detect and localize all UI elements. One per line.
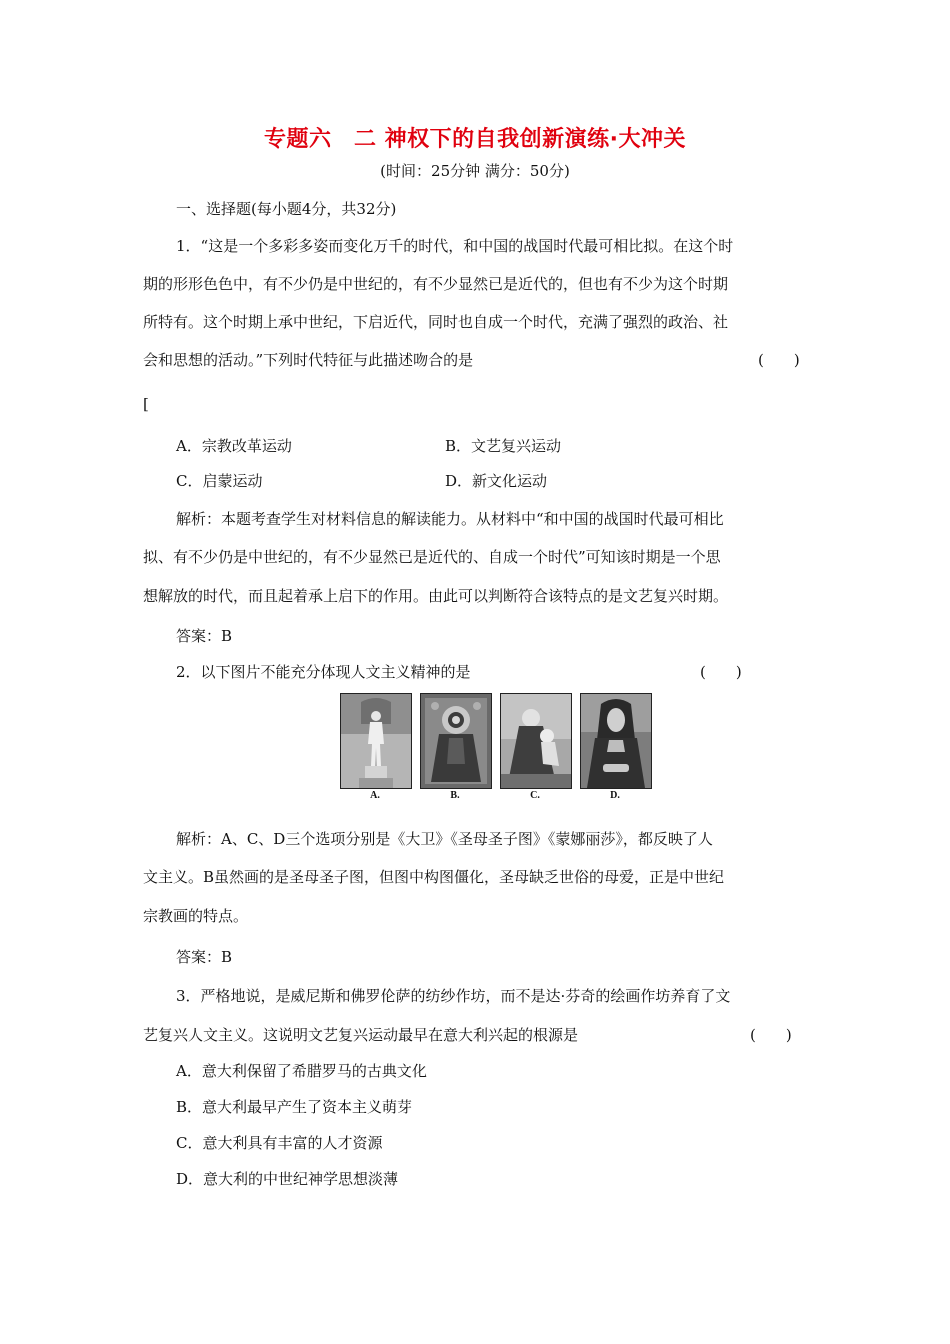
q3-line-1: 3．严格地说，是威尼斯和佛罗伦萨的纺纱作坊，而不是达·芬奇的绘画作坊养育了文	[176, 987, 731, 1005]
q1-line-1: 1．“这是一个多彩多姿而变化万千的时代，和中国的战国时代最可相比拟。在这个时	[176, 237, 734, 255]
q2-pictures	[340, 693, 650, 803]
page-title: 专题六 二 神权下的自我创新演练·大冲关	[263, 127, 687, 152]
madonna-picture	[500, 693, 572, 789]
q2-line: 2．以下图片不能充分体现人文主义精神的是	[176, 663, 471, 681]
q1-answer-paren: ( )	[758, 351, 800, 369]
page-subtitle: (时间：25分钟 满分：50分)	[380, 162, 570, 180]
picture-label-b: B.	[450, 790, 460, 801]
q1-option-a: A．宗教改革运动	[176, 437, 292, 455]
section-heading: 一、选择题(每小题4分，共32分)	[176, 200, 397, 218]
q1-analysis-line-3: 想解放的时代，而且起着承上启下的作用。由此可以判断符合该特点的是文艺复兴时期。	[143, 587, 729, 605]
q2-answer-paren: ( )	[700, 663, 742, 681]
q3-option-c: C．意大利具有丰富的人才资源	[176, 1134, 383, 1152]
q1-line-4: 会和思想的活动。”下列时代特征与此描述吻合的是	[143, 351, 474, 369]
q3-line-2: 艺复兴人文主义。这说明文艺复兴运动最早在意大利兴起的根源是	[143, 1026, 579, 1044]
q3-option-b: B．意大利最早产生了资本主义萌芽	[176, 1098, 413, 1116]
q3-option-d: D．意大利的中世纪神学思想淡薄	[176, 1170, 399, 1188]
q1-option-c: C．启蒙运动	[176, 472, 263, 490]
q1-answer: 答案：B	[176, 627, 233, 645]
q3-option-a: A．意大利保留了希腊罗马的古典文化	[176, 1062, 427, 1080]
q2-analysis-line-3: 宗教画的特点。	[143, 907, 249, 925]
q1-option-d: D．新文化运动	[445, 472, 548, 490]
q1-line-3: 所特有。这个时期上承中世纪，下启近代，同时也自成一个时代，充满了强烈的政治、社	[143, 313, 729, 331]
q1-stray-bracket: [	[143, 395, 149, 413]
q3-answer-paren: ( )	[750, 1026, 792, 1044]
picture-label-d: D.	[610, 790, 620, 801]
picture-label-a: A.	[370, 790, 380, 801]
icon-painting-picture	[420, 693, 492, 789]
statue-picture	[340, 693, 412, 789]
q1-analysis-line-1: 解析：本题考查学生对材料信息的解读能力。从材料中“和中国的战国时代最可相比	[176, 510, 724, 528]
q2-answer: 答案：B	[176, 948, 233, 966]
mona-lisa-picture	[580, 693, 652, 789]
q1-analysis-line-2: 拟、有不少仍是中世纪的，有不少显然已是近代的、自成一个时代”可知该时期是一个思	[143, 548, 721, 566]
q1-option-b: B．文艺复兴运动	[445, 437, 562, 455]
q1-line-2: 期的形形色色中，有不少仍是中世纪的，有不少显然已是近代的，但也有不少为这个时期	[143, 275, 729, 293]
q2-analysis-line-1: 解析：A、C、D三个选项分别是《大卫》《圣母圣子图》《蒙娜丽莎》，都反映了人	[176, 830, 713, 848]
q2-analysis-line-2: 文主义。B虽然画的是圣母圣子图，但图中构图僵化，圣母缺乏世俗的母爱，正是中世纪	[143, 868, 725, 886]
picture-label-c: C.	[530, 790, 540, 801]
